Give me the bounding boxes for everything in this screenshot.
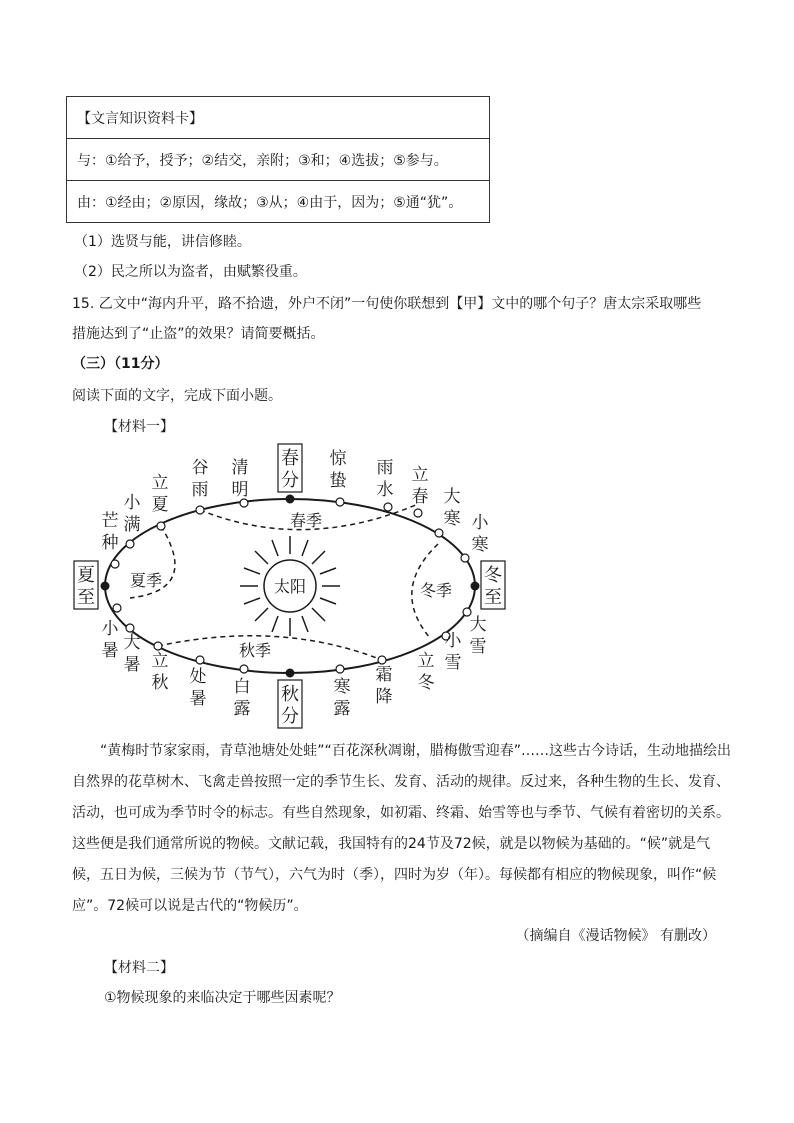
sun-label: 太阳 [273, 577, 307, 596]
term-xiazhi-2: 至 [77, 587, 95, 608]
svg-text:小: 小 [471, 513, 489, 533]
svg-text:秋: 秋 [151, 673, 169, 693]
reading-instruction: 阅读下面的文字，完成下面小题。 [72, 388, 282, 404]
term-dongzhi-2: 至 [484, 587, 502, 608]
svg-text:蛰: 蛰 [329, 471, 347, 491]
svg-text:惊: 惊 [329, 449, 347, 469]
term-dongzhi-1: 冬 [484, 565, 502, 586]
svg-text:明: 明 [231, 480, 249, 500]
card-row-you: 由：①经由；②原因，缘故；③从；④由于，因为；⑤通“犹”。 [67, 181, 490, 223]
svg-text:清: 清 [231, 458, 249, 478]
svg-text:暑: 暑 [101, 641, 119, 661]
svg-text:夏: 夏 [151, 495, 169, 515]
svg-text:雨: 雨 [376, 458, 394, 478]
svg-text:小: 小 [444, 631, 462, 651]
term-chunfen-1: 春 [281, 448, 299, 469]
svg-text:处: 处 [189, 667, 207, 687]
svg-text:冬: 冬 [417, 673, 435, 693]
svg-text:雪: 雪 [469, 637, 487, 657]
term-xiazhi-1: 夏 [77, 565, 95, 586]
svg-text:暑: 暑 [189, 689, 207, 709]
svg-text:小: 小 [101, 619, 119, 639]
svg-text:水: 水 [376, 480, 394, 500]
svg-text:种: 种 [101, 533, 119, 553]
phenology-question: ①物候现象的来临决定于哪些因素呢？ [104, 990, 341, 1006]
season-autumn: 秋季 [238, 641, 272, 660]
question-item-2: （2）民之所以为盗者，由赋繁役重。 [74, 264, 307, 280]
svg-text:立: 立 [151, 473, 169, 493]
svg-text:雪: 雪 [444, 653, 462, 673]
svg-text:大: 大 [469, 615, 487, 635]
svg-text:立: 立 [417, 651, 435, 671]
season-summer: 夏季 [129, 571, 163, 590]
svg-text:寒: 寒 [443, 509, 461, 529]
term-qiufen-1: 秋 [281, 684, 299, 705]
section-heading: （三）（11分） [72, 356, 169, 372]
card-header: 【文言知识资料卡】 [67, 97, 490, 139]
svg-text:立: 立 [151, 651, 169, 671]
svg-text:立: 立 [411, 465, 429, 485]
term-chunfen-2: 分 [281, 470, 299, 491]
solar-terms-diagram [60, 440, 520, 735]
svg-text:小: 小 [123, 493, 141, 513]
svg-text:寒: 寒 [333, 677, 351, 697]
material-2-label: 【材料二】 [104, 960, 174, 976]
svg-text:大: 大 [443, 487, 461, 507]
material-1-paragraph: “黄梅时节家家雨，青草池塘处处蛙”“百花深秋凋谢，腊梅傲雪迎春”……这些古今诗话，生动地描绘出自然界的花草树木、飞禽走兽按照一定的季节生长、发育、活动的规律。反过来，各种生物的生长、发育、活动，也可成为季节时令的标志。有些自然现象，如初霜、终霜、始雪等也与季节、气候有着密切的关系。这些便是我们通常所说的物候。文献记载，我国特有的24节及72候，就是以物候为基础的。“候”就是气候，五日为候，三候为节（节气），六气为时（季），四时为岁（年）。每候都有相应的物候现象，叫作“候应”。72候可以说是古代的“物候历”。 [72, 743, 732, 914]
source-citation: （摘编自《漫话物候》 有删改） [515, 928, 716, 944]
svg-text:降: 降 [375, 687, 393, 707]
svg-text:芒: 芒 [101, 511, 119, 531]
svg-text:寒: 寒 [471, 535, 489, 555]
svg-text:霜: 霜 [375, 665, 393, 685]
term-qiufen-2: 分 [281, 706, 299, 727]
svg-text:暑: 暑 [123, 655, 141, 675]
svg-text:露: 露 [333, 699, 351, 719]
material-1-label: 【材料一】 [104, 419, 174, 435]
classical-chinese-knowledge-card [66, 96, 490, 223]
svg-text:春: 春 [411, 487, 429, 507]
question-item-1: （1）选贤与能，讲信修睦。 [74, 234, 251, 250]
svg-text:白: 白 [233, 677, 251, 697]
question-15-line-2: 措施达到了“止盗”的效果？请简要概括。 [72, 326, 325, 342]
season-spring: 春季 [289, 511, 323, 530]
svg-text:大: 大 [123, 633, 141, 653]
svg-text:露: 露 [233, 699, 251, 719]
svg-text:满: 满 [123, 515, 141, 535]
svg-text:谷: 谷 [191, 458, 209, 478]
question-15-line-1: 15. 乙文中“海内升平，路不拾遗，外户不闭”一句使你联想到【甲】文中的哪个句子？唐太宗采取哪些 [72, 296, 702, 312]
svg-text:雨: 雨 [191, 480, 209, 500]
season-winter: 冬季 [419, 581, 453, 600]
card-row-yu: 与：①给予，授予；②结交，亲附；③和；④选拔；⑤参与。 [67, 139, 490, 181]
